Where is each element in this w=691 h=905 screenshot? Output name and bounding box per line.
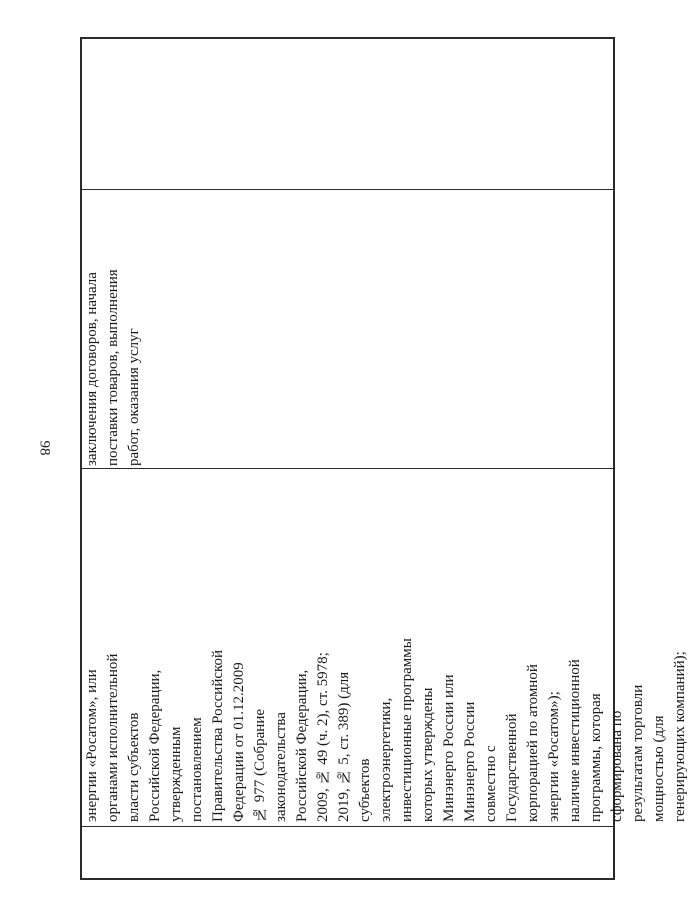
text-line: энергии «Росатом», или [84,669,100,822]
text-line: заключения договоров, начала [84,272,100,466]
text-line: поставки товаров, выполнения [105,269,121,466]
text-line: Правительства Российской [210,649,226,822]
text-line: Российской Федерации, [294,669,310,822]
text-line: электроэнергетики, [378,697,394,822]
text-line: Федерации от 01.12.2009 [231,662,247,822]
requirement-cell [82,472,688,822]
text-line: работ, оказания услуг [126,328,142,466]
table-border-top [80,37,615,39]
text-line: органами исполнительной [105,653,121,822]
text-line: Российской Федерации, [147,669,163,822]
text-line: программы, которая [588,693,604,822]
text-line: 2019, № 5, ст. 389) (для [336,671,352,822]
text-line: корпорацией по атомной [525,664,541,822]
text-line: субъектов [357,758,373,822]
text-line: Минэнерго России [462,701,478,822]
text-line: энергии «Росатом»); [546,691,562,822]
row-divider [80,468,615,469]
text-line: утвержденным [168,726,184,822]
text-line: 2009, № 49 (ч. 2), ст. 5978; [315,652,331,822]
text-line: которых утверждены [420,687,436,822]
page-number: 98 [36,440,53,456]
text-line: постановлением [189,717,205,822]
deadline-cell [82,192,152,466]
text-line: результатам торговли [630,684,646,822]
text-line: власти субъектов [126,712,142,822]
text-line: законодательства [273,712,289,822]
text-line: сформирована по [609,710,625,822]
text-line: мощностью (для [651,715,667,822]
row-divider [80,189,615,190]
text-line: Государственной [504,713,520,822]
text-line: № 977 (Собрание [252,708,268,822]
text-line: инвестиционные программы [399,638,415,822]
text-line: совместно с [483,745,499,822]
text-line: наличие инвестиционной [567,659,583,822]
text-line: генерирующих компаний); [672,651,688,822]
text-line: Минэнерго России или [441,674,457,822]
row-divider [80,826,615,827]
table-border-bottom [80,878,615,880]
